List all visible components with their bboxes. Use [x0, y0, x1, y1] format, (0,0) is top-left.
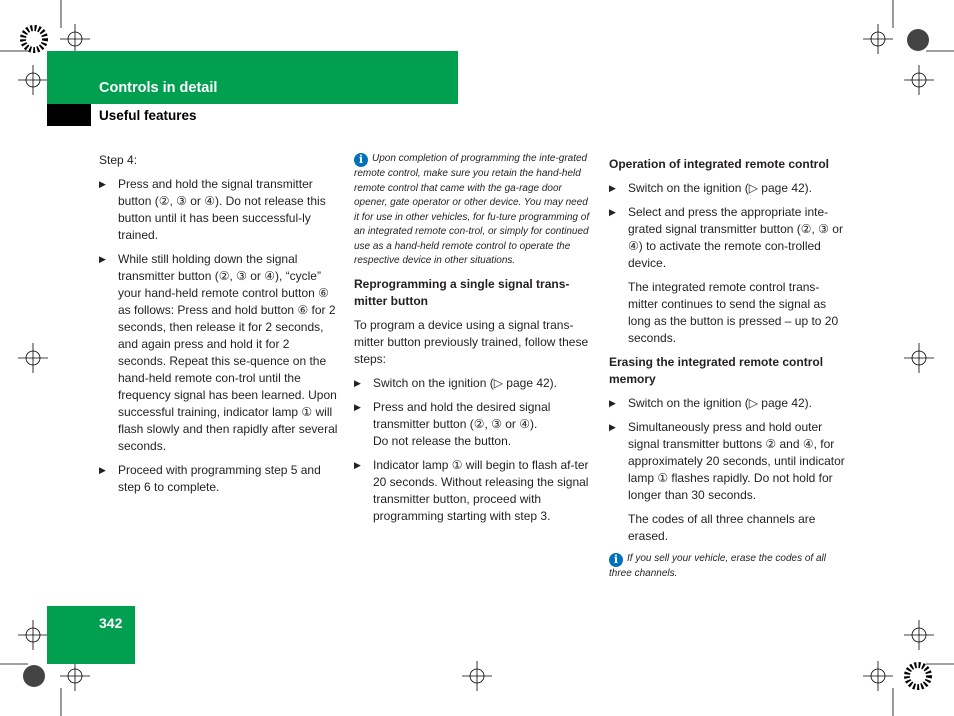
list-item: ▶ While still holding down the signal transmitter button (②, ③ or ④), “cycle” your hand-held remote control button ⑥ as follows: Press and hold button ⑥ for 2 seconds, then release it for 2 seconds, and again press and hold it for 2 seconds. Repeat this se-quence on the hand-held remote con-trol until the frequency signal has been learned. Upon successful training, indicator lamp ① will flash slowly and then rapidly after several seconds. [99, 252, 338, 453]
step-label: Step 4: [99, 153, 138, 167]
info-icon: i [354, 153, 368, 167]
triangle-right-icon: ▶ [354, 377, 361, 388]
registration-mark-icon [60, 661, 90, 691]
info-note: i Upon completion of programming the inte-grated remote control, make sure you retain the hand-held remote control that came with the ga-rage door opener, gate operator or other device. You may need it for use in other vehicles, for fu-ture programming of an integrated remote con-trol, or simply for continued use as a hand-held remote control to operate the respective device in other situations. [354, 153, 590, 266]
info-note: i If you sell your vehicle, erase the codes of all three channels. [609, 553, 826, 579]
registration-mark-icon [904, 65, 934, 95]
registration-mark-icon [462, 661, 492, 691]
list-item: ▶ Press and hold the signal transmitter button (②, ③ or ④). Do not release this button until it has been successful-ly trained. [99, 177, 326, 242]
triangle-right-icon: ▶ [609, 422, 616, 432]
registration-mark-icon [18, 65, 48, 95]
triangle-right-icon: ▶ [99, 179, 106, 189]
page-number: 342 [99, 615, 123, 631]
list-item: ▶ Simultaneously press and hold outer signal transmitter buttons ② and ④, for approximately 20 seconds, until indicator lamp ① flashes rapidly. Do not hold for longer than 30 seconds. [609, 420, 845, 502]
list-item: ▶ Press and hold the desired signal transmitter button (②, ③ or ④). Do not release the button. [354, 399, 551, 448]
triangle-right-icon: ▶ [354, 401, 361, 412]
list-item: ▶ Switch on the ignition (▷ page 42). [609, 181, 813, 195]
paragraph: To program a device using a signal trans-mitter button previously trained, follow these steps: [354, 317, 589, 366]
header-band [47, 51, 458, 104]
registration-mark-icon [863, 24, 893, 54]
registration-mark-icon [18, 620, 48, 650]
triangle-right-icon: ▶ [609, 183, 616, 193]
triangle-right-icon: ▶ [609, 207, 616, 217]
section-heading: Reprogramming a single signal trans-mitter button [354, 276, 570, 308]
column-2 [354, 152, 594, 532]
registration-mark-icon [904, 343, 934, 373]
registration-mark-icon [904, 620, 934, 650]
info-icon: i [609, 553, 623, 567]
triangle-right-icon: ▶ [609, 398, 616, 408]
section-heading: Erasing the integrated remote control memory [609, 355, 824, 386]
section-heading: Operation of integrated remote control [609, 157, 830, 171]
triangle-right-icon: ▶ [99, 465, 106, 475]
subsection-title: Useful features [99, 108, 197, 123]
column-3 [609, 152, 849, 589]
list-item: ▶ Switch on the ignition (▷ page 42). [354, 375, 558, 390]
list-item: ▶ Switch on the ignition (▷ page 42). [609, 396, 813, 410]
paragraph: The integrated remote control trans-mitter continues to send the signal as long as the button is pressed – up to 20 seconds. [628, 280, 839, 345]
paragraph: The codes of all three channels are erased. [628, 512, 816, 543]
section-title: Controls in detail [99, 80, 218, 96]
registration-mark-icon [863, 661, 893, 691]
list-item: ▶ Select and press the appropriate inte-grated signal transmitter button (②, ③ or ④) to activate the remote con-trolled device. [609, 205, 843, 270]
registration-mark-icon [60, 24, 90, 54]
triangle-right-icon: ▶ [354, 459, 361, 470]
section-tab [47, 104, 91, 126]
list-item: ▶ Indicator lamp ① will begin to flash af-ter 20 seconds. Without releasing the signal transmitter button, proceed with programming starting with step 3. [354, 457, 589, 523]
list-item: ▶ Proceed with programming step 5 and step 6 to complete. [99, 463, 321, 494]
triangle-right-icon: ▶ [99, 254, 106, 264]
registration-mark-icon [18, 343, 48, 373]
column-1 [99, 152, 339, 503]
